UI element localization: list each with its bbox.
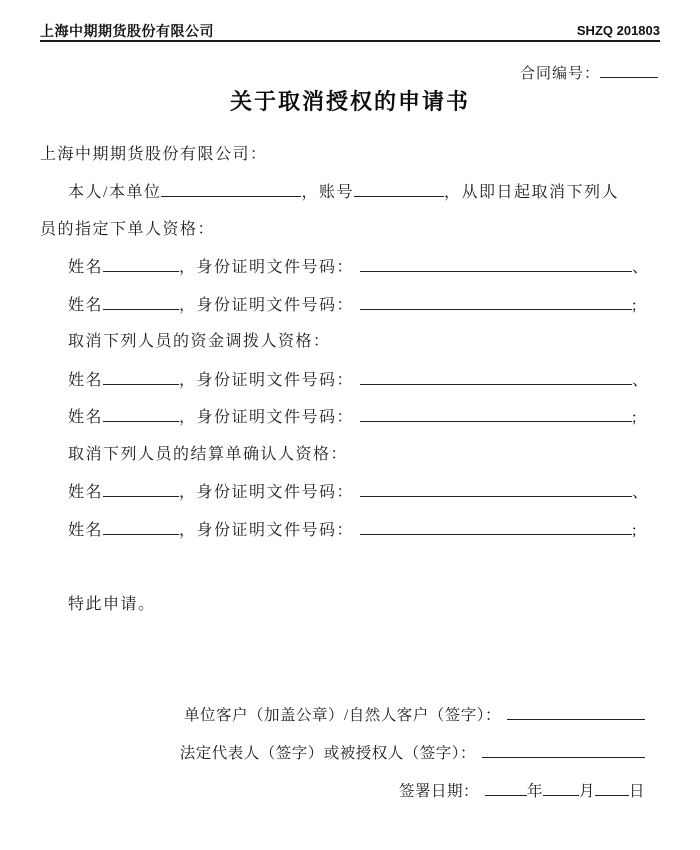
contract-number-blank	[600, 63, 658, 78]
month-blank	[543, 781, 579, 796]
row-separator: 、	[632, 259, 650, 276]
id-number-blank	[360, 520, 632, 535]
name-label: 姓名	[68, 259, 104, 276]
client-signature-label: 单位客户（加盖公章）/自然人客户（签字）：	[183, 707, 501, 724]
contract-number-label: 合同编号：	[519, 66, 600, 82]
row-separator: ;	[632, 522, 638, 539]
id-number-blank	[360, 482, 632, 497]
order-person-row-2	[68, 295, 660, 316]
header-divider	[40, 40, 660, 42]
row-separator: 、	[632, 484, 650, 501]
intro-line-1	[68, 182, 660, 203]
id-document-label: ，身份证明文件号码：	[179, 297, 355, 314]
applicant-name-blank	[161, 182, 301, 197]
day-blank	[595, 781, 629, 796]
signing-date-label: 签署日期：	[398, 783, 479, 800]
fund-transfer-section-heading: 取消下列人员的资金调拨人资格：	[68, 333, 331, 350]
row-separator: ;	[632, 409, 638, 426]
name-label: 姓名	[68, 297, 104, 314]
name-label: 姓名	[68, 409, 104, 426]
year-blank	[485, 781, 527, 796]
name-blank	[103, 407, 179, 422]
representative-signature-blank	[482, 743, 645, 758]
page-title: 关于取消授权的申请书	[229, 89, 470, 114]
applicant-label: 本人/本单位	[68, 184, 162, 201]
name-label: 姓名	[68, 372, 104, 389]
statement-person-row-1	[68, 482, 660, 503]
salutation: 上海中期期货股份有限公司：	[40, 146, 268, 163]
name-blank	[103, 520, 179, 535]
order-person-row-1	[68, 257, 660, 278]
statement-confirm-section-heading: 取消下列人员的结算单确认人资格：	[68, 446, 349, 463]
id-number-blank	[360, 295, 632, 310]
name-blank	[103, 295, 179, 310]
month-label: 月	[578, 783, 595, 800]
name-blank	[103, 370, 179, 385]
id-number-blank	[360, 407, 632, 422]
statement-person-row-2	[68, 520, 660, 541]
id-document-label: ，身份证明文件号码：	[179, 409, 355, 426]
account-label: ，账号	[301, 184, 354, 201]
name-blank	[103, 257, 179, 272]
closing-statement: 特此申请。	[68, 596, 156, 613]
company-name: 上海中期期货股份有限公司	[40, 23, 214, 39]
representative-signature-line	[40, 741, 645, 763]
name-blank	[103, 482, 179, 497]
row-separator: ;	[632, 297, 638, 314]
id-document-label: ，身份证明文件号码：	[179, 522, 355, 539]
account-number-blank	[354, 182, 444, 197]
id-document-label: ，身份证明文件号码：	[179, 259, 355, 276]
fund-person-row-1	[68, 370, 660, 391]
year-label: 年	[526, 783, 543, 800]
row-separator: 、	[632, 372, 650, 389]
id-number-blank	[360, 370, 632, 385]
intro-line-2: 员的指定下单人资格：	[40, 221, 216, 238]
representative-signature-label: 法定代表人（签字）或被授权人（签字）：	[179, 745, 476, 762]
fund-person-row-2	[68, 407, 660, 428]
day-label: 日	[628, 783, 645, 800]
id-document-label: ，身份证明文件号码：	[179, 372, 355, 389]
signing-date-line	[40, 779, 645, 801]
name-label: 姓名	[68, 522, 104, 539]
intro-tail-text: ，从即日起取消下列人	[443, 184, 619, 201]
id-number-blank	[360, 257, 632, 272]
client-signature-blank	[507, 705, 645, 720]
contract-number-line	[300, 62, 658, 83]
id-document-label: ，身份证明文件号码：	[179, 484, 355, 501]
name-label: 姓名	[68, 484, 104, 501]
client-signature-line	[40, 703, 645, 725]
form-code: SHZQ 201803	[576, 23, 660, 38]
